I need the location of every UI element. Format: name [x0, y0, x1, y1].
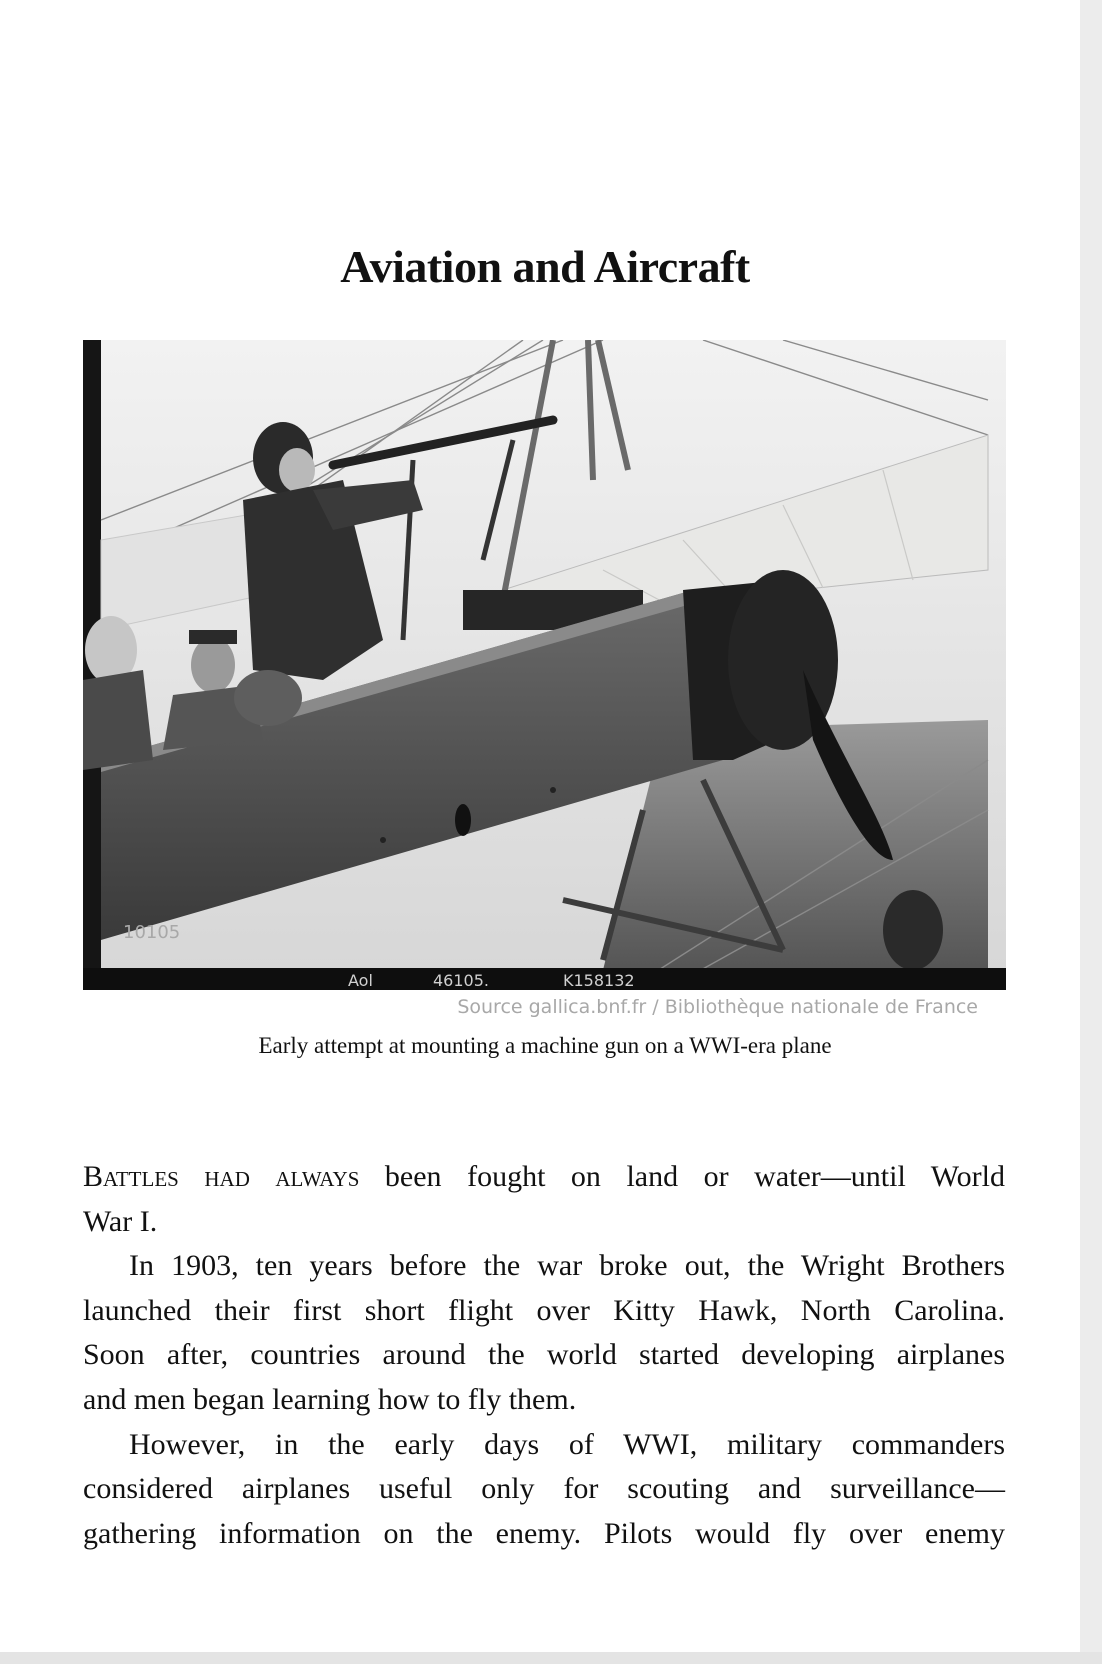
plate-corner-number: 10105	[123, 922, 181, 943]
paragraph-3-line-3: gathering information on the enemy. Pilots would fly over enemy	[83, 1516, 1005, 1550]
paragraph-3-line-2: considered airplanes useful only for scouting and surveillance—	[83, 1472, 1005, 1506]
paragraph-2-line-1: In 1903, ten years before the war broke out, the Wright Brothers	[129, 1249, 1005, 1283]
viewer-bottom-edge	[0, 1652, 1102, 1664]
paragraph-1-line-2: War I.	[83, 1204, 158, 1238]
plate-code-2: 46105.	[433, 971, 489, 990]
paragraph-1-lead: Battles had always	[83, 1160, 360, 1193]
viewer-right-edge	[1080, 0, 1102, 1664]
paragraph-1-rest: been fought on land or water—until World	[359, 1160, 1005, 1193]
paragraph-1-line-1	[83, 1155, 1005, 1200]
image-source-credit: Source gallica.bnf.fr / Bibliothèque nationale de France	[457, 996, 978, 1018]
plate-code-1: Aol	[348, 971, 373, 990]
chapter-title: Aviation and Aircraft	[340, 241, 750, 292]
figure-caption: Early attempt at mounting a machine gun on a WWI-era plane	[258, 1033, 832, 1058]
paragraph-3-line-1: However, in the early days of WWI, military commanders	[129, 1427, 1005, 1461]
machine-gun-plane-photo	[83, 340, 1006, 990]
paragraph-2-line-2: launched their first short flight over Kitty Hawk, North Carolina.	[83, 1293, 1005, 1327]
body-text	[83, 1155, 1005, 1556]
plate-code-3: K158132	[563, 971, 635, 990]
paragraph-2-line-4: and men began learning how to fly them.	[83, 1382, 577, 1416]
photo-illustration	[83, 340, 1006, 990]
paragraph-2-line-3: Soon after, countries around the world started developing airplanes	[83, 1338, 1005, 1372]
